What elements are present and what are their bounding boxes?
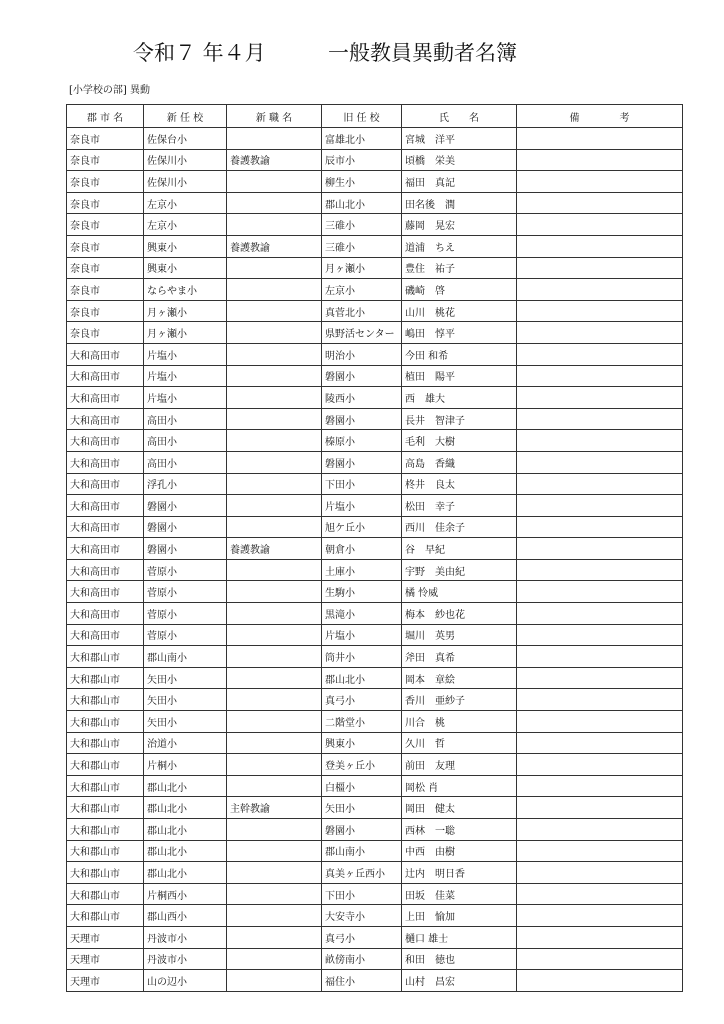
cell-name: 高島 香織 — [402, 451, 517, 473]
cell-new-position — [227, 257, 322, 279]
table-row — [67, 754, 683, 776]
cell-new-school: 佐保台小 — [144, 128, 227, 150]
cell-previous-school: 三碓小 — [322, 235, 402, 257]
table-body — [67, 128, 683, 992]
cell-new-school: ならやま小 — [144, 279, 227, 301]
cell-new-school: 高田小 — [144, 408, 227, 430]
cell-name: 岡田 健太 — [402, 797, 517, 819]
cell-name: 道浦 ちえ — [402, 235, 517, 257]
table-row — [67, 365, 683, 387]
cell-remarks — [517, 235, 683, 257]
cell-new-school: 月ヶ瀬小 — [144, 300, 227, 322]
header-new-school: 新 任 校 — [144, 105, 227, 128]
cell-remarks — [517, 279, 683, 301]
cell-new-position — [227, 559, 322, 581]
cell-remarks — [517, 970, 683, 992]
cell-municipality: 大和郡山市 — [67, 819, 144, 841]
cell-new-school: 左京小 — [144, 192, 227, 214]
section-label: [小学校の部] 異動 — [69, 85, 150, 96]
cell-remarks — [517, 862, 683, 884]
cell-new-position — [227, 473, 322, 495]
table-row — [67, 300, 683, 322]
cell-new-position — [227, 883, 322, 905]
cell-municipality: 天理市 — [67, 926, 144, 948]
cell-name: 田名後 潤 — [402, 192, 517, 214]
cell-new-school: 高田小 — [144, 451, 227, 473]
cell-remarks — [517, 819, 683, 841]
cell-name: 樋口 雄士 — [402, 926, 517, 948]
cell-new-position — [227, 624, 322, 646]
cell-municipality: 奈良市 — [67, 300, 144, 322]
cell-previous-school: 黒滝小 — [322, 603, 402, 625]
table-row — [67, 603, 683, 625]
cell-previous-school: 陵西小 — [322, 387, 402, 409]
cell-municipality: 天理市 — [67, 970, 144, 992]
cell-name: 長井 智津子 — [402, 408, 517, 430]
cell-municipality: 大和高田市 — [67, 516, 144, 538]
cell-new-school: 菅原小 — [144, 581, 227, 603]
cell-new-position — [227, 451, 322, 473]
cell-municipality: 奈良市 — [67, 322, 144, 344]
cell-new-school: 左京小 — [144, 214, 227, 236]
cell-previous-school: 片塩小 — [322, 495, 402, 517]
cell-remarks — [517, 883, 683, 905]
cell-previous-school: 朝倉小 — [322, 538, 402, 560]
cell-new-position — [227, 775, 322, 797]
cell-new-position — [227, 862, 322, 884]
cell-new-school: 郡山北小 — [144, 775, 227, 797]
cell-new-position — [227, 948, 322, 970]
cell-remarks — [517, 495, 683, 517]
cell-previous-school: 矢田小 — [322, 797, 402, 819]
cell-name: 毛利 大樹 — [402, 430, 517, 452]
cell-new-position — [227, 603, 322, 625]
cell-new-position — [227, 754, 322, 776]
cell-municipality: 大和高田市 — [67, 451, 144, 473]
cell-remarks — [517, 559, 683, 581]
table-row — [67, 970, 683, 992]
cell-name: 山川 桃花 — [402, 300, 517, 322]
cell-remarks — [517, 192, 683, 214]
cell-remarks — [517, 322, 683, 344]
cell-new-school: 矢田小 — [144, 711, 227, 733]
cell-name: 植田 陽平 — [402, 365, 517, 387]
cell-remarks — [517, 408, 683, 430]
cell-new-position — [227, 646, 322, 668]
cell-previous-school: 興東小 — [322, 732, 402, 754]
cell-municipality: 大和郡山市 — [67, 883, 144, 905]
cell-new-school: 治道小 — [144, 732, 227, 754]
table-row — [67, 235, 683, 257]
cell-previous-school: 旭ケ丘小 — [322, 516, 402, 538]
cell-remarks — [517, 538, 683, 560]
table-row — [67, 581, 683, 603]
cell-remarks — [517, 214, 683, 236]
cell-name: 谷 早紀 — [402, 538, 517, 560]
table-row — [67, 279, 683, 301]
table-row — [67, 689, 683, 711]
cell-previous-school: 県野活センター — [322, 322, 402, 344]
cell-municipality: 大和郡山市 — [67, 862, 144, 884]
cell-municipality: 大和高田市 — [67, 624, 144, 646]
cell-new-school: 磐園小 — [144, 495, 227, 517]
cell-name: 西林 一聡 — [402, 819, 517, 841]
cell-new-position — [227, 667, 322, 689]
cell-name: 辻内 明日香 — [402, 862, 517, 884]
cell-name: 松田 幸子 — [402, 495, 517, 517]
cell-new-school: 菅原小 — [144, 603, 227, 625]
cell-remarks — [517, 516, 683, 538]
cell-municipality: 天理市 — [67, 948, 144, 970]
cell-name: 中西 由樹 — [402, 840, 517, 862]
table-row — [67, 948, 683, 970]
table-row — [67, 624, 683, 646]
cell-new-school: 高田小 — [144, 430, 227, 452]
table-row — [67, 192, 683, 214]
cell-name: 山村 昌宏 — [402, 970, 517, 992]
cell-name: 堀川 英男 — [402, 624, 517, 646]
cell-new-school: 片桐西小 — [144, 883, 227, 905]
cell-municipality: 大和高田市 — [67, 365, 144, 387]
cell-remarks — [517, 257, 683, 279]
cell-remarks — [517, 128, 683, 150]
header-previous-school: 旧 任 校 — [322, 105, 402, 128]
cell-name: 柊井 良太 — [402, 473, 517, 495]
cell-previous-school: 辰市小 — [322, 149, 402, 171]
cell-name: 宇野 美由紀 — [402, 559, 517, 581]
cell-new-school: 菅原小 — [144, 559, 227, 581]
cell-remarks — [517, 711, 683, 733]
cell-municipality: 大和郡山市 — [67, 840, 144, 862]
cell-previous-school: 真美ヶ丘西小 — [322, 862, 402, 884]
cell-name: 宮城 洋平 — [402, 128, 517, 150]
cell-remarks — [517, 948, 683, 970]
cell-remarks — [517, 473, 683, 495]
cell-previous-school: 富雄北小 — [322, 128, 402, 150]
cell-remarks — [517, 430, 683, 452]
cell-previous-school: 筒井小 — [322, 646, 402, 668]
cell-municipality: 大和高田市 — [67, 538, 144, 560]
table-row — [67, 171, 683, 193]
cell-previous-school: 磐園小 — [322, 451, 402, 473]
cell-remarks — [517, 603, 683, 625]
cell-new-school: 月ヶ瀬小 — [144, 322, 227, 344]
cell-new-position — [227, 819, 322, 841]
cell-new-school: 郡山北小 — [144, 819, 227, 841]
cell-municipality: 大和郡山市 — [67, 775, 144, 797]
cell-remarks — [517, 581, 683, 603]
cell-previous-school: 左京小 — [322, 279, 402, 301]
header-remarks: 備 考 — [517, 105, 683, 128]
cell-previous-school: 畝傍南小 — [322, 948, 402, 970]
cell-remarks — [517, 732, 683, 754]
cell-previous-school: 土庫小 — [322, 559, 402, 581]
cell-new-school: 山の辺小 — [144, 970, 227, 992]
cell-remarks — [517, 300, 683, 322]
cell-new-position — [227, 279, 322, 301]
cell-name: 磯崎 啓 — [402, 279, 517, 301]
cell-previous-school: 磐園小 — [322, 365, 402, 387]
cell-new-school: 丹波市小 — [144, 926, 227, 948]
cell-new-school: 郡山北小 — [144, 797, 227, 819]
cell-remarks — [517, 797, 683, 819]
cell-name: 梅本 紗也花 — [402, 603, 517, 625]
cell-new-position — [227, 689, 322, 711]
cell-new-school: 矢田小 — [144, 689, 227, 711]
table-row — [67, 775, 683, 797]
table-row — [67, 128, 683, 150]
cell-new-school: 菅原小 — [144, 624, 227, 646]
cell-remarks — [517, 387, 683, 409]
cell-remarks — [517, 754, 683, 776]
cell-previous-school: 明治小 — [322, 343, 402, 365]
cell-new-school: 磐園小 — [144, 538, 227, 560]
table-row — [67, 343, 683, 365]
cell-name: 頃橋 栄美 — [402, 149, 517, 171]
cell-new-school: 郡山北小 — [144, 840, 227, 862]
cell-name: 和田 徳也 — [402, 948, 517, 970]
cell-municipality: 奈良市 — [67, 214, 144, 236]
cell-previous-school: 磐園小 — [322, 819, 402, 841]
cell-previous-school: 磐園小 — [322, 408, 402, 430]
cell-name: 岡松 肖 — [402, 775, 517, 797]
cell-name: 藤岡 晃宏 — [402, 214, 517, 236]
header-name: 氏 名 — [402, 105, 517, 128]
cell-new-school: 郡山北小 — [144, 862, 227, 884]
cell-municipality: 奈良市 — [67, 192, 144, 214]
cell-previous-school: 片塩小 — [322, 624, 402, 646]
cell-municipality: 大和高田市 — [67, 387, 144, 409]
cell-municipality: 奈良市 — [67, 171, 144, 193]
cell-new-school: 矢田小 — [144, 667, 227, 689]
title-date: 令和７ 年４月 — [133, 41, 266, 65]
cell-new-school: 丹波市小 — [144, 948, 227, 970]
cell-previous-school: 三碓小 — [322, 214, 402, 236]
cell-municipality: 奈良市 — [67, 279, 144, 301]
cell-new-position — [227, 343, 322, 365]
cell-new-position — [227, 581, 322, 603]
table-row — [67, 538, 683, 560]
header-municipality: 郡 市 名 — [67, 105, 144, 128]
cell-new-school: 佐保川小 — [144, 171, 227, 193]
table-row — [67, 797, 683, 819]
cell-municipality: 大和高田市 — [67, 559, 144, 581]
table-row — [67, 732, 683, 754]
table-row — [67, 905, 683, 927]
cell-municipality: 大和郡山市 — [67, 754, 144, 776]
table-row — [67, 451, 683, 473]
cell-new-position — [227, 732, 322, 754]
cell-name: 斧田 真希 — [402, 646, 517, 668]
cell-new-position — [227, 171, 322, 193]
table-row — [67, 819, 683, 841]
cell-municipality: 奈良市 — [67, 128, 144, 150]
table-row — [67, 516, 683, 538]
cell-new-school: 佐保川小 — [144, 149, 227, 171]
table-row — [67, 408, 683, 430]
cell-previous-school: 月ヶ瀬小 — [322, 257, 402, 279]
table-row — [67, 667, 683, 689]
cell-previous-school: 白橿小 — [322, 775, 402, 797]
cell-name: 橘 怜威 — [402, 581, 517, 603]
cell-previous-school: 生駒小 — [322, 581, 402, 603]
cell-remarks — [517, 689, 683, 711]
cell-remarks — [517, 171, 683, 193]
table-row — [67, 214, 683, 236]
cell-municipality: 大和郡山市 — [67, 732, 144, 754]
table-row — [67, 387, 683, 409]
cell-new-school: 浮孔小 — [144, 473, 227, 495]
header-new-position: 新 職 名 — [227, 105, 322, 128]
cell-previous-school: 郡山北小 — [322, 667, 402, 689]
cell-remarks — [517, 365, 683, 387]
cell-new-position — [227, 387, 322, 409]
cell-new-school: 片塩小 — [144, 365, 227, 387]
cell-new-position: 養護教諭 — [227, 538, 322, 560]
cell-previous-school: 郡山北小 — [322, 192, 402, 214]
table-row — [67, 711, 683, 733]
cell-remarks — [517, 926, 683, 948]
cell-name: 豊住 祐子 — [402, 257, 517, 279]
table-row — [67, 840, 683, 862]
table-row — [67, 862, 683, 884]
table-row — [67, 926, 683, 948]
cell-municipality: 大和郡山市 — [67, 689, 144, 711]
cell-remarks — [517, 667, 683, 689]
table-row — [67, 883, 683, 905]
cell-municipality: 大和高田市 — [67, 581, 144, 603]
cell-municipality: 大和郡山市 — [67, 646, 144, 668]
cell-name: 福田 真記 — [402, 171, 517, 193]
cell-new-position — [227, 192, 322, 214]
cell-new-position — [227, 840, 322, 862]
cell-name: 久川 哲 — [402, 732, 517, 754]
cell-previous-school: 大安寺小 — [322, 905, 402, 927]
cell-previous-school: 真菅北小 — [322, 300, 402, 322]
cell-new-school: 郡山西小 — [144, 905, 227, 927]
cell-previous-school: 郡山南小 — [322, 840, 402, 862]
title-heading: 一般教員異動者名簿 — [328, 41, 517, 65]
cell-previous-school: 榛原小 — [322, 430, 402, 452]
cell-previous-school: 柳生小 — [322, 171, 402, 193]
cell-name: 岡本 章絵 — [402, 667, 517, 689]
cell-municipality: 大和高田市 — [67, 603, 144, 625]
cell-new-position — [227, 495, 322, 517]
table-row — [67, 473, 683, 495]
cell-name: 香川 亜紗子 — [402, 689, 517, 711]
table-header-row — [67, 105, 683, 128]
cell-municipality: 奈良市 — [67, 257, 144, 279]
table-row — [67, 149, 683, 171]
table-row — [67, 257, 683, 279]
cell-remarks — [517, 905, 683, 927]
cell-name: 今田 和希 — [402, 343, 517, 365]
cell-municipality: 大和郡山市 — [67, 711, 144, 733]
cell-remarks — [517, 343, 683, 365]
cell-new-position — [227, 322, 322, 344]
cell-previous-school: 下田小 — [322, 883, 402, 905]
cell-new-position: 養護教諭 — [227, 235, 322, 257]
cell-previous-school: 真弓小 — [322, 926, 402, 948]
cell-remarks — [517, 775, 683, 797]
cell-new-position — [227, 970, 322, 992]
cell-new-position — [227, 365, 322, 387]
cell-new-school: 片桐小 — [144, 754, 227, 776]
cell-municipality: 大和高田市 — [67, 473, 144, 495]
cell-municipality: 奈良市 — [67, 235, 144, 257]
cell-new-position — [227, 430, 322, 452]
cell-name: 西川 佳余子 — [402, 516, 517, 538]
table-row — [67, 495, 683, 517]
cell-previous-school: 登美ヶ丘小 — [322, 754, 402, 776]
cell-municipality: 大和高田市 — [67, 430, 144, 452]
table-row — [67, 559, 683, 581]
cell-new-position: 養護教諭 — [227, 149, 322, 171]
cell-name: 前田 友理 — [402, 754, 517, 776]
cell-new-position — [227, 516, 322, 538]
cell-name: 田坂 佳菜 — [402, 883, 517, 905]
cell-name: 西 雄大 — [402, 387, 517, 409]
table-row — [67, 322, 683, 344]
cell-remarks — [517, 451, 683, 473]
transfer-roster-table — [66, 104, 683, 992]
cell-new-school: 磐園小 — [144, 516, 227, 538]
cell-new-school: 興東小 — [144, 257, 227, 279]
cell-new-position — [227, 926, 322, 948]
table-row — [67, 646, 683, 668]
cell-municipality: 大和高田市 — [67, 343, 144, 365]
cell-new-school: 片塩小 — [144, 387, 227, 409]
cell-new-school: 興東小 — [144, 235, 227, 257]
cell-new-position — [227, 905, 322, 927]
cell-new-position — [227, 128, 322, 150]
cell-new-school: 郡山南小 — [144, 646, 227, 668]
cell-new-position: 主幹教諭 — [227, 797, 322, 819]
cell-remarks — [517, 149, 683, 171]
cell-municipality: 大和郡山市 — [67, 797, 144, 819]
cell-municipality: 大和高田市 — [67, 495, 144, 517]
cell-name: 川合 桃 — [402, 711, 517, 733]
cell-new-position — [227, 408, 322, 430]
cell-previous-school: 福住小 — [322, 970, 402, 992]
cell-new-position — [227, 214, 322, 236]
cell-new-school: 片塩小 — [144, 343, 227, 365]
cell-remarks — [517, 840, 683, 862]
table-row — [67, 430, 683, 452]
cell-previous-school: 二階堂小 — [322, 711, 402, 733]
cell-remarks — [517, 624, 683, 646]
cell-name: 上田 愉加 — [402, 905, 517, 927]
cell-municipality: 大和郡山市 — [67, 667, 144, 689]
cell-new-position — [227, 300, 322, 322]
cell-municipality: 大和郡山市 — [67, 905, 144, 927]
cell-remarks — [517, 646, 683, 668]
cell-previous-school: 真弓小 — [322, 689, 402, 711]
cell-name: 嶋田 惇平 — [402, 322, 517, 344]
cell-previous-school: 下田小 — [322, 473, 402, 495]
cell-municipality: 大和高田市 — [67, 408, 144, 430]
cell-municipality: 奈良市 — [67, 149, 144, 171]
cell-new-position — [227, 711, 322, 733]
